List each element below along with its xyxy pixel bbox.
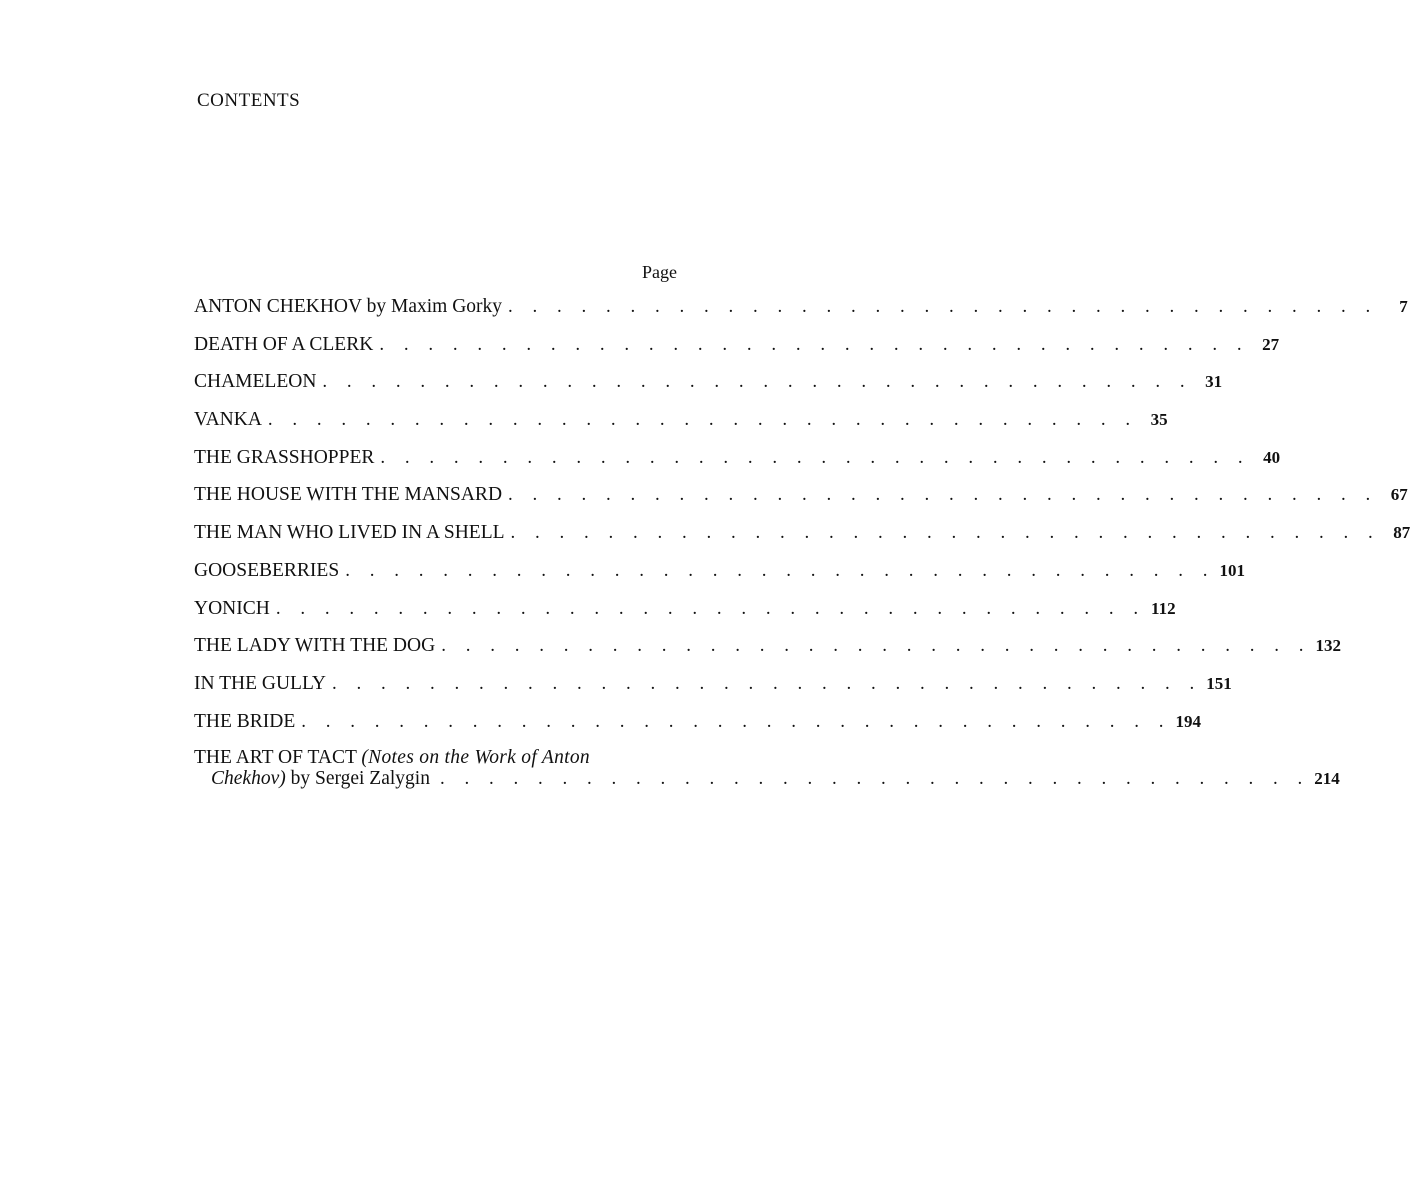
toc-entry[interactable] bbox=[194, 559, 1245, 598]
toc-entry-page: 27 bbox=[1262, 334, 1280, 354]
toc-entry-page: 101 bbox=[1219, 560, 1245, 580]
toc-entry-title: GOOSEBERRIES bbox=[194, 559, 340, 581]
toc-entry-page: 35 bbox=[1150, 410, 1168, 430]
toc-entry-title: VANKA bbox=[194, 409, 262, 431]
dot-leader: . . . . . . . . . . . . . . . . . . . . . . . . . . . . . . . . . . . . bbox=[439, 768, 1310, 790]
toc-entry-byline: by Sergei Zalygin bbox=[290, 768, 430, 790]
table-of-contents bbox=[194, 296, 1410, 790]
toc-entry[interactable] bbox=[194, 597, 1176, 636]
toc-entry[interactable] bbox=[194, 409, 1168, 447]
toc-entry-page: 7 bbox=[1399, 297, 1408, 316]
toc-entry-title: THE GRASSHOPPER bbox=[194, 446, 375, 468]
dot-leader: . . . . . . . . . . . . . . . . . . . . . . . . . . . . . . . . . . . . bbox=[332, 672, 1202, 694]
toc-entry-title-italic-cont: Chekhov) bbox=[211, 768, 286, 790]
dot-leader: . . . . . . . . . . . . . . . . . . . . . . . . . . . . . . . . . . . . bbox=[508, 296, 1378, 317]
toc-entry-page: 87 bbox=[1393, 523, 1410, 543]
dot-leader: . . . . . . . . . . . . . . . . . . . . . . . . . . . . . . . . . . . . bbox=[275, 597, 1146, 619]
toc-entry-title-line bbox=[194, 748, 678, 768]
toc-entry[interactable] bbox=[194, 446, 1281, 485]
toc-entry-page: 132 bbox=[1315, 636, 1341, 656]
toc-entry[interactable] bbox=[194, 333, 1280, 372]
dot-leader: . . . . . . . . . . . . . . . . . . . . . . . . . . . . . . . . . . . . bbox=[508, 484, 1378, 506]
contents-heading: CONTENTS bbox=[197, 90, 301, 111]
toc-entry-title: THE LADY WITH THE DOG bbox=[194, 635, 436, 657]
toc-entry[interactable] bbox=[194, 672, 1232, 711]
toc-entry[interactable] bbox=[194, 710, 1202, 749]
dot-leader: . . . . . . . . . . . . . . . . . . . . . . . . . . . . . . . . . . . . bbox=[380, 446, 1251, 468]
dot-leader: . . . . . . . . . . . . . . . . . . . . . . . . . . . . . . . . . . . . bbox=[510, 522, 1381, 544]
toc-entry-title: YONICH bbox=[194, 597, 270, 619]
toc-entry-page: 40 bbox=[1263, 447, 1281, 467]
toc-entry-title: ANTON CHEKHOV by Maxim Gorky bbox=[194, 296, 503, 317]
toc-entry-page: 67 bbox=[1390, 485, 1408, 505]
toc-entry[interactable] bbox=[194, 635, 1341, 673]
toc-entry-title: THE HOUSE WITH THE MANSARD bbox=[194, 484, 503, 506]
toc-entry-art-of-tact[interactable] bbox=[194, 747, 1340, 790]
toc-entry-page: 194 bbox=[1175, 711, 1202, 731]
toc-entry-title: DEATH OF A CLERK bbox=[194, 333, 374, 355]
toc-entry-title-line bbox=[194, 768, 1340, 790]
toc-entry-page: 214 bbox=[1314, 769, 1340, 789]
toc-entry-title: IN THE GULLY bbox=[194, 672, 326, 694]
toc-entry-page: 31 bbox=[1205, 372, 1223, 392]
toc-entry[interactable] bbox=[194, 484, 1408, 522]
toc-entry-title: CHAMELEON bbox=[194, 371, 317, 393]
toc-entry-page: 151 bbox=[1206, 673, 1232, 693]
toc-entry-title: THE BRIDE bbox=[194, 710, 296, 732]
toc-entry-title-main: THE ART OF TACT bbox=[194, 747, 357, 769]
toc-entry[interactable] bbox=[194, 371, 1223, 409]
dot-leader: . . . . . . . . . . . . . . . . . . . . . . . . . . . . . . . . . . . . bbox=[322, 371, 1193, 393]
toc-entry-title: THE MAN WHO LIVED IN A SHELL bbox=[194, 522, 505, 544]
toc-entry[interactable] bbox=[194, 522, 1410, 560]
dot-leader: . . . . . . . . . . . . . . . . . . . . . . . . . . . . . . . . . . . . bbox=[379, 333, 1250, 355]
toc-entry-page: 112 bbox=[1151, 598, 1176, 618]
dot-leader: . . . . . . . . . . . . . . . . . . . . . . . . . . . . . . . . . . . . bbox=[301, 710, 1172, 732]
dot-leader: . . . . . . . . . . . . . . . . . . . . . . . . . . . . . . . . . . . . bbox=[345, 559, 1215, 581]
toc-entry[interactable] bbox=[194, 296, 1408, 334]
dot-leader: . . . . . . . . . . . . . . . . . . . . . . . . . . . . . . . . . . . . bbox=[267, 409, 1138, 431]
page-column-label: Page bbox=[642, 262, 677, 282]
toc-entry-title-italic: (Notes on the Work of Anton bbox=[361, 747, 590, 769]
dot-leader: . . . . . . . . . . . . . . . . . . . . . . . . . . . . . . . . . . . . bbox=[441, 635, 1311, 657]
